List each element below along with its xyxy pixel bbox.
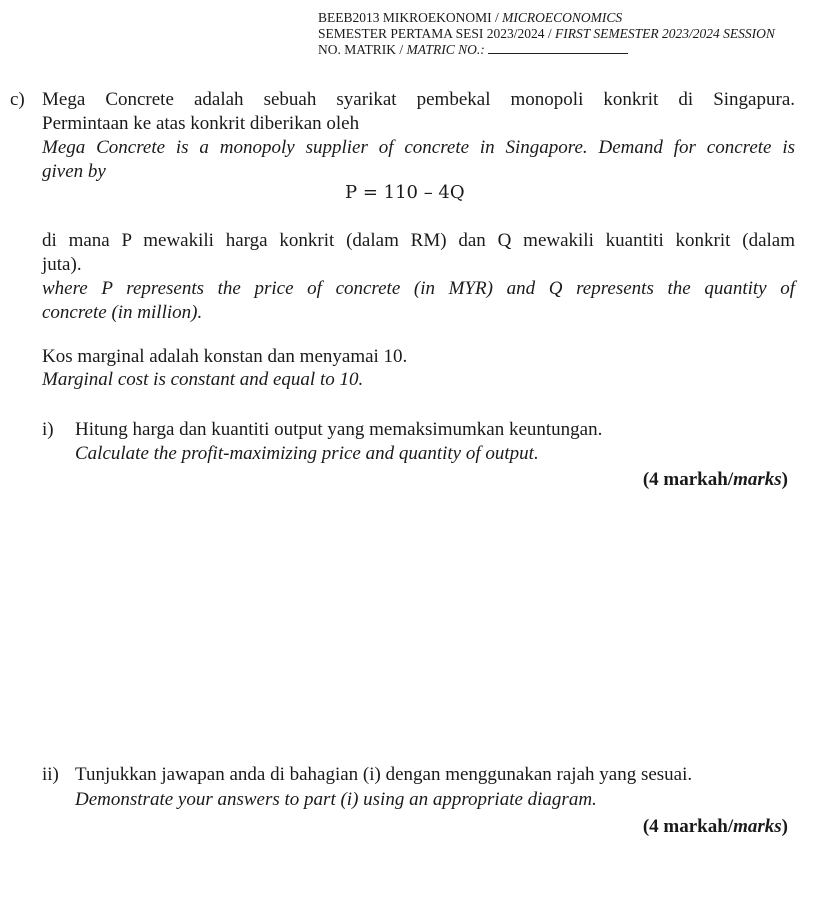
marks-label: (4 markah/marks) — [642, 816, 788, 837]
question-label: c) — [10, 89, 25, 110]
part-text-en: Calculate the profit-maximizing price and quantity of output. — [75, 443, 539, 464]
question-text-en: where P represents the price of concrete (in MYR) and Q represents the quantity of — [42, 278, 795, 299]
part-text-en: Demonstrate your answers to part (i) using an appropriate diagram. — [75, 789, 597, 810]
question-text-ms: Permintaan ke atas konkrit diberikan oleh — [42, 113, 360, 134]
part-text-ms: Hitung harga dan kuantiti output yang memaksimumkan keuntungan. — [75, 419, 603, 440]
part-text-ms: Tunjukkan jawapan anda di bahagian (i) dengan menggunakan rajah yang sesuai. — [75, 764, 693, 785]
question-text-en: concrete (in million). — [42, 302, 203, 323]
question-text-ms: di mana P mewakili harga konkrit (dalam RM) dan Q mewakili kuantiti konkrit (dalam — [42, 230, 795, 251]
question-text-en: Mega Concrete is a monopoly supplier of concrete in Singapore. Demand for concrete is — [42, 137, 795, 158]
course-line: BEEB2013 MIKROEKONOMI / MICROECONOMICS — [318, 10, 623, 25]
marks-label: (4 markah/marks) — [642, 469, 788, 490]
question-text-ms: juta). — [42, 254, 82, 275]
demand-equation: P = 110 – 4Q — [345, 182, 465, 203]
question-text-ms: Kos marginal adalah konstan dan menyamai 10. — [42, 346, 408, 367]
question-text-en: Marginal cost is constant and equal to 10. — [42, 369, 364, 390]
part-label: ii) — [42, 764, 59, 785]
part-label: i) — [42, 419, 54, 440]
matric-line: NO. MATRIK / MATRIC NO.: — [318, 42, 628, 58]
matric-blank-field[interactable] — [488, 42, 628, 54]
semester-line: SEMESTER PERTAMA SESI 2023/2024 / FIRST SEMESTER 2023/2024 SESSION — [318, 26, 775, 41]
question-text-en: given by — [42, 161, 106, 182]
question-text-ms: Mega Concrete adalah sebuah syarikat pembekal monopoli konkrit di Singapura. — [42, 89, 795, 110]
